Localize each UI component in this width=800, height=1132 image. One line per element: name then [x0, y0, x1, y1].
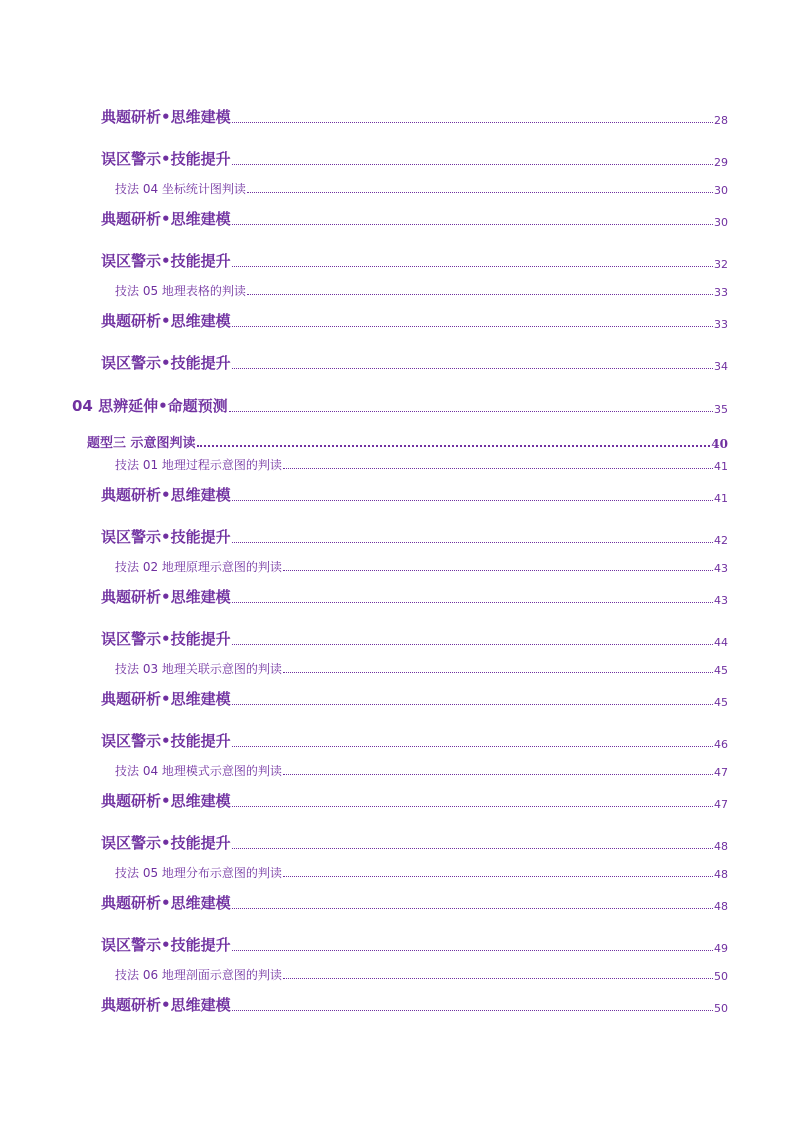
toc-leader-dots — [283, 570, 713, 571]
toc-entry[interactable] — [101, 352, 728, 373]
toc-entry-title: 典题研析•思维建模 — [101, 792, 231, 810]
toc-entry[interactable] — [101, 148, 728, 169]
toc-page-number: 49 — [714, 942, 728, 955]
toc-leader-dots — [283, 672, 713, 673]
toc-entry-title: 典题研析•思维建模 — [101, 996, 231, 1014]
toc-leader-dots — [232, 746, 713, 747]
toc-entry[interactable] — [115, 864, 728, 881]
toc-leader-dots — [232, 266, 713, 267]
toc-entry-title: 典题研析•思维建模 — [101, 312, 231, 330]
toc-page-number: 50 — [714, 1002, 728, 1015]
toc-entry-title: 误区警示•技能提升 — [101, 354, 231, 372]
toc-entry[interactable] — [101, 892, 728, 913]
toc-entry-title: 题型三 示意图判读 — [87, 436, 196, 451]
toc-entry-title: 技法 04 坐标统计图判读 — [115, 182, 246, 196]
toc-leader-dots — [283, 468, 713, 469]
toc-entry-title: 技法 05 地理表格的判读 — [115, 284, 246, 298]
toc-leader-dots — [232, 368, 713, 369]
toc-entry[interactable] — [101, 832, 728, 853]
toc-page-number: 45 — [714, 696, 728, 709]
toc-page-number: 30 — [714, 216, 728, 229]
toc-entry[interactable] — [101, 526, 728, 547]
toc-page-number: 48 — [714, 900, 728, 913]
toc-entry[interactable] — [101, 208, 728, 229]
toc-entry-title: 技法 05 地理分布示意图的判读 — [115, 866, 282, 880]
toc-page-number: 33 — [714, 286, 728, 299]
toc-entry[interactable] — [101, 688, 728, 709]
toc-entry-title: 误区警示•技能提升 — [101, 252, 231, 270]
toc-leader-dots — [232, 122, 713, 123]
toc-entry-title: 误区警示•技能提升 — [101, 936, 231, 954]
toc-entry[interactable] — [72, 395, 728, 416]
toc-entry[interactable] — [101, 586, 728, 607]
toc-page-number: 43 — [714, 562, 728, 575]
toc-entry-title: 技法 04 地理模式示意图的判读 — [115, 764, 282, 778]
toc-page-number: 40 — [711, 437, 728, 451]
toc-page-number: 34 — [714, 360, 728, 373]
toc-leader-dots — [232, 500, 713, 501]
toc-page-number: 41 — [714, 460, 728, 473]
toc-page-number: 29 — [714, 156, 728, 169]
toc-leader-dots — [232, 224, 713, 225]
toc-entry-title: 典题研析•思维建模 — [101, 588, 231, 606]
toc-entry[interactable] — [115, 660, 728, 677]
toc-entry-title: 技法 06 地理剖面示意图的判读 — [115, 968, 282, 982]
toc-entry-title: 误区警示•技能提升 — [101, 150, 231, 168]
toc-entry-title: 技法 02 地理原理示意图的判读 — [115, 560, 282, 574]
toc-page-number: 30 — [714, 184, 728, 197]
toc-leader-dots — [232, 950, 713, 951]
toc-page-number: 48 — [714, 840, 728, 853]
toc-entry-title: 典题研析•思维建模 — [101, 894, 231, 912]
toc-entry-title: 技法 03 地理关联示意图的判读 — [115, 662, 282, 676]
toc-entry-title: 典题研析•思维建模 — [101, 108, 231, 126]
toc-entry-title: 技法 01 地理过程示意图的判读 — [115, 458, 282, 472]
toc-page-number: 44 — [714, 636, 728, 649]
toc-page-number: 33 — [714, 318, 728, 331]
toc-leader-dots — [232, 806, 713, 807]
toc-leader-dots — [197, 445, 711, 447]
toc-entry[interactable] — [115, 180, 728, 197]
toc-leader-dots — [232, 602, 713, 603]
toc-leader-dots — [283, 774, 713, 775]
toc-entry-title: 典题研析•思维建模 — [101, 690, 231, 708]
toc-entry-title: 典题研析•思维建模 — [101, 210, 231, 228]
toc-leader-dots — [283, 978, 713, 979]
toc-entry[interactable] — [101, 790, 728, 811]
toc-leader-dots — [247, 294, 713, 295]
toc-entry[interactable] — [115, 966, 728, 983]
toc-page-number: 42 — [714, 534, 728, 547]
toc-leader-dots — [232, 164, 713, 165]
toc-page-number: 45 — [714, 664, 728, 677]
toc-entry[interactable] — [101, 106, 728, 127]
toc-entry-title: 04 思辨延伸•命题预测 — [72, 397, 228, 415]
toc-leader-dots — [232, 542, 713, 543]
toc-leader-dots — [232, 644, 713, 645]
toc-leader-dots — [232, 908, 713, 909]
toc-page-number: 32 — [714, 258, 728, 271]
toc-entry[interactable] — [87, 432, 728, 451]
toc-leader-dots — [232, 1010, 713, 1011]
toc-entry-title: 误区警示•技能提升 — [101, 834, 231, 852]
toc-entry[interactable] — [101, 250, 728, 271]
toc-page-number: 43 — [714, 594, 728, 607]
toc-leader-dots — [247, 192, 713, 193]
toc-entry[interactable] — [101, 730, 728, 751]
toc-leader-dots — [232, 848, 713, 849]
toc-entry[interactable] — [115, 282, 728, 299]
toc-page-number: 41 — [714, 492, 728, 505]
toc-entry-title: 典题研析•思维建模 — [101, 486, 231, 504]
toc-entry-title: 误区警示•技能提升 — [101, 732, 231, 750]
toc-entry[interactable] — [101, 994, 728, 1015]
toc-entry[interactable] — [101, 484, 728, 505]
toc-page-number: 28 — [714, 114, 728, 127]
toc-entry[interactable] — [101, 628, 728, 649]
toc-entry[interactable] — [115, 558, 728, 575]
toc-page-number: 50 — [714, 970, 728, 983]
toc-entry[interactable] — [115, 456, 728, 473]
toc-page-number: 35 — [714, 403, 728, 416]
toc-leader-dots — [232, 326, 713, 327]
toc-entry[interactable] — [115, 762, 728, 779]
toc-entry[interactable] — [101, 934, 728, 955]
toc-page-number: 47 — [714, 798, 728, 811]
toc-leader-dots — [229, 411, 713, 412]
toc-leader-dots — [283, 876, 713, 877]
toc-page-number: 47 — [714, 766, 728, 779]
toc-leader-dots — [232, 704, 713, 705]
toc-page-number: 46 — [714, 738, 728, 751]
toc-page-number: 48 — [714, 868, 728, 881]
toc-entry[interactable] — [101, 310, 728, 331]
toc-entry-title: 误区警示•技能提升 — [101, 528, 231, 546]
toc-entry-title: 误区警示•技能提升 — [101, 630, 231, 648]
